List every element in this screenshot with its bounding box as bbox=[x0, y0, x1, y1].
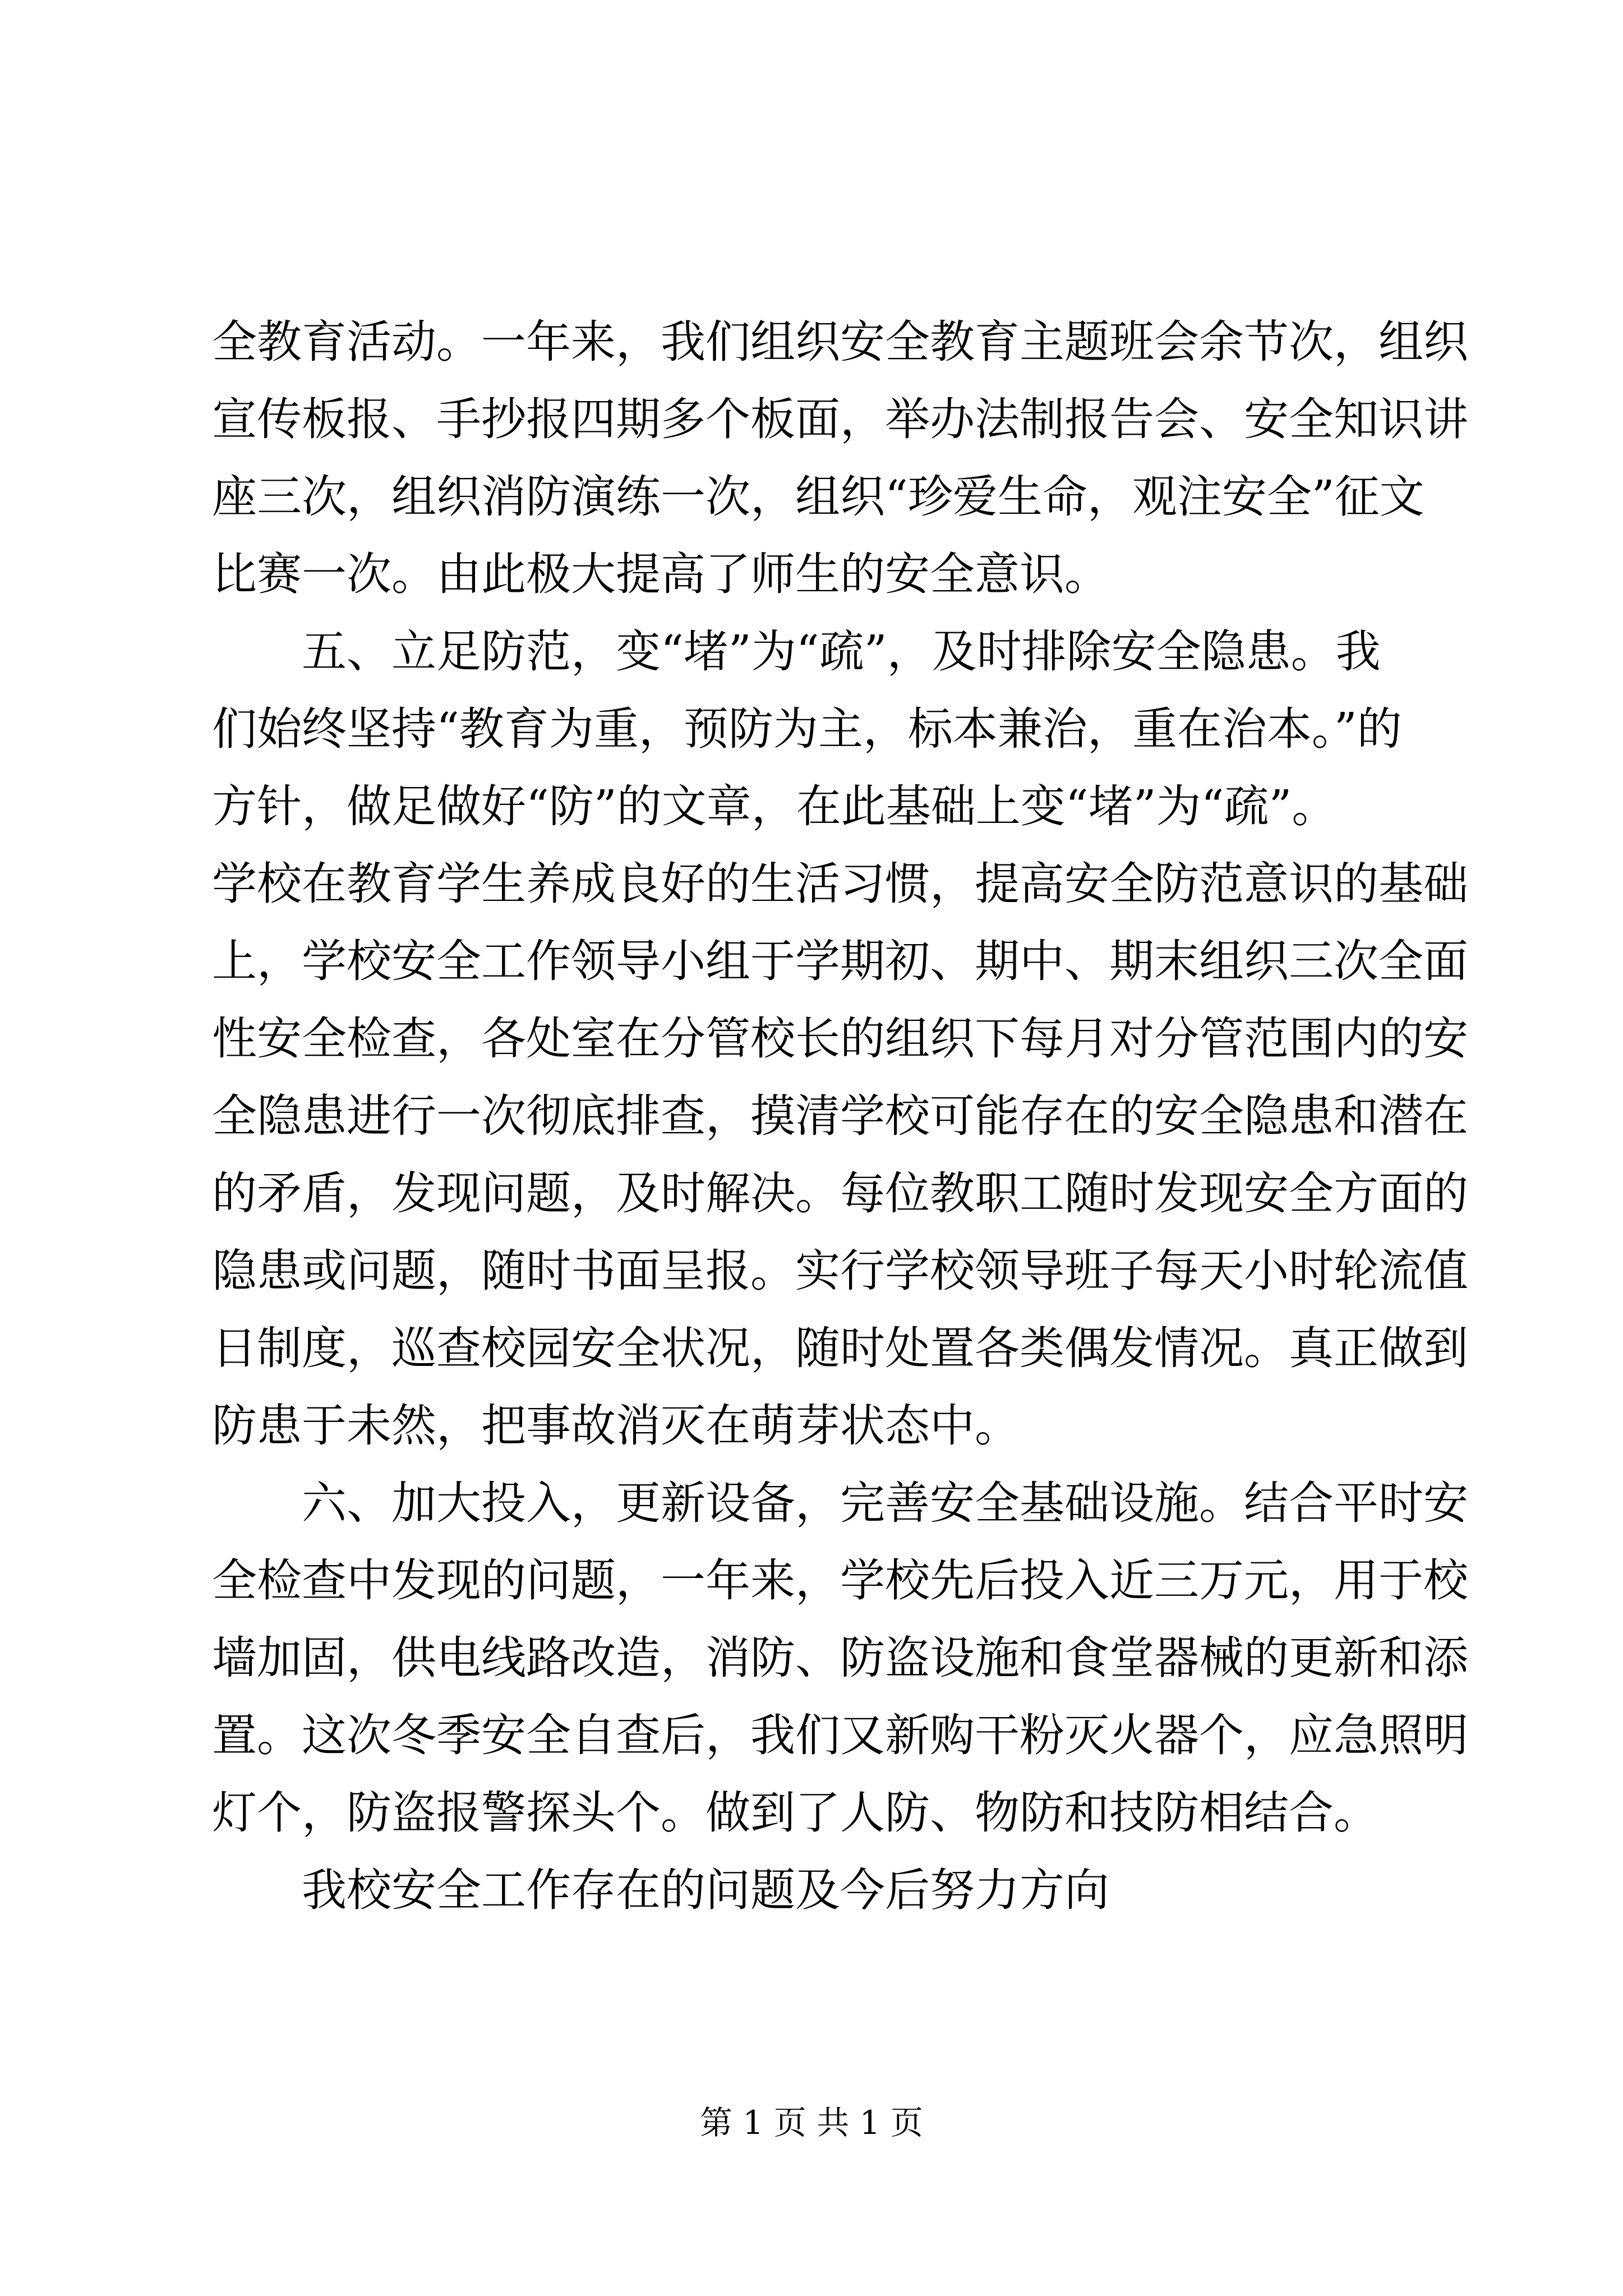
text-line: 全隐患进行一次彻底排查，摸清学校可能存在的安全隐患和潜在 bbox=[212, 1090, 1468, 1142]
section-heading: 我校安全工作存在的问题及今后努力方向 bbox=[212, 1864, 1109, 1916]
text-line: 置。这次冬季安全自查后，我们又新购干粉灭火器个，应急照明 bbox=[212, 1709, 1468, 1761]
text-line: 防患于未然，把事故消灭在萌芽状态中。 bbox=[212, 1400, 1020, 1452]
text-line: 比赛一次。由此极大提高了师生的安全意识。 bbox=[212, 548, 1109, 600]
text-line: 学校在教育学生养成良好的生活习惯，提高安全防范意识的基础 bbox=[212, 858, 1468, 910]
text-line: 全检查中发现的问题，一年来，学校先后投入近三万元，用于校 bbox=[212, 1554, 1468, 1607]
text-line: 日制度，巡查校园安全状况，随时处置各类偶发情况。真正做到 bbox=[212, 1322, 1468, 1374]
text-line: 上，学校安全工作领导小组于学期初、期中、期末组织三次全面 bbox=[212, 935, 1468, 987]
text-line: 的矛盾，发现问题，及时解决。每位教职工随时发现安全方面的 bbox=[212, 1167, 1468, 1220]
text-line: 隐患或问题，随时书面呈报。实行学校领导班子每天小时轮流值 bbox=[212, 1245, 1468, 1297]
text-line: 灯个，防盗报警探头个。做到了人防、物防和技防相结合。 bbox=[212, 1787, 1378, 1839]
text-line: 全教育活动。一年来，我们组织安全教育主题班会余节次，组织 bbox=[212, 316, 1468, 368]
paragraph-five-start: 五、立足防范，变“堵”为“疏”，及时排除安全隐患。我 bbox=[212, 625, 1381, 678]
text-line: 墙加固，供电线路改造，消防、防盗设施和食堂器械的更新和添 bbox=[212, 1632, 1468, 1684]
paragraph-six-start: 六、加大投入，更新设备，完善安全基础设施。结合平时安 bbox=[212, 1477, 1468, 1529]
text-line: 座三次，组织消防演练一次，组织“珍爱生命，观注安全”征文 bbox=[212, 471, 1424, 523]
page-footer: 第 1 页 共 1 页 bbox=[700, 2104, 923, 2142]
text-line: 性安全检查，各处室在分管校长的组织下每月对分管范围内的安 bbox=[212, 1013, 1468, 1065]
text-line: 方针，做足做好“防”的文章，在此基础上变“堵”为“疏”。 bbox=[212, 780, 1337, 832]
text-line: 们始终坚持“教育为重，预防为主，标本兼治，重在治本。”的 bbox=[212, 703, 1402, 755]
text-line: 宣传板报、手抄报四期多个板面，举办法制报告会、安全知识讲 bbox=[212, 393, 1468, 445]
